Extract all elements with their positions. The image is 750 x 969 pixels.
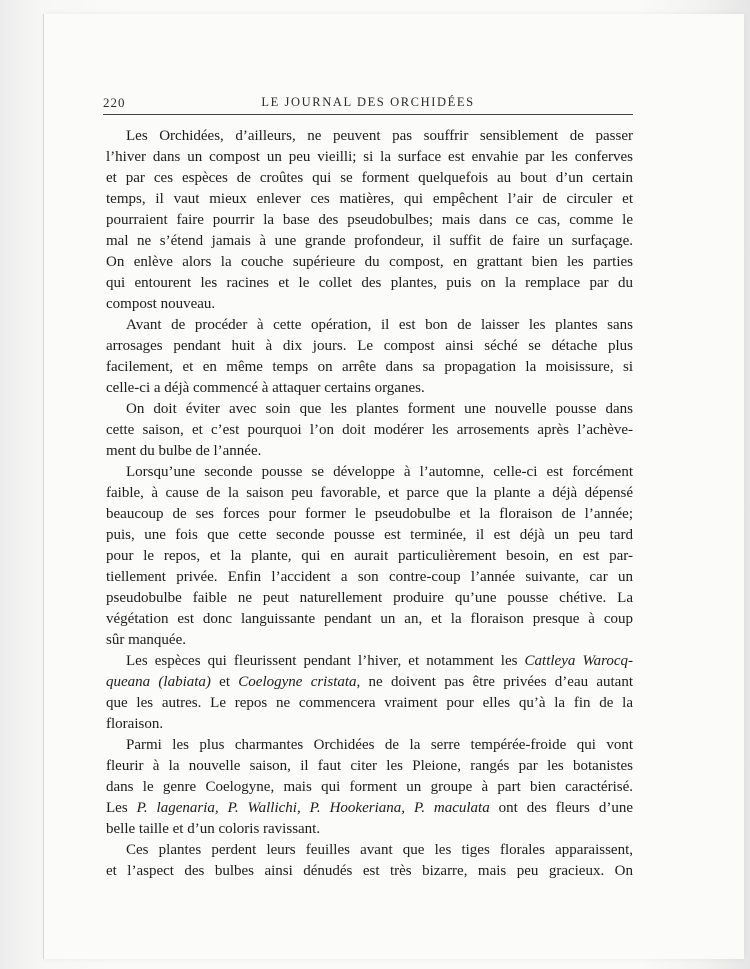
paragraph (106, 315, 633, 399)
text-run: Les Orchidées, d’ailleurs, ne peuvent pas souffrir sensiblement de passer (126, 128, 633, 144)
text-run: et par ces espèces de croûtes qui se forment quelquefois au bout d’un certain (106, 170, 633, 186)
text-line (106, 777, 633, 798)
text-run: mal ne s’étend jamais à une grande profondeur, il suffit de faire un surfaçage. (106, 233, 633, 249)
text-line (106, 840, 633, 861)
text-run: cette saison, et c’est pourquoi l’on doit modérer les arrosements après l’achève- (106, 422, 633, 438)
text-line (106, 462, 633, 483)
text-line (106, 336, 633, 357)
text-line (106, 693, 633, 714)
text-line (106, 567, 633, 588)
text-run: que les autres. Le repos ne commencera vraiment pour elles qu’à la fin de la (106, 695, 633, 711)
text-line (106, 525, 633, 546)
text-run: pseudobulbe faible ne peut naturellement produire qu’une pousse chétive. La (106, 590, 633, 606)
text-line (106, 294, 633, 315)
text-run: beaucoup de ses forces pour former le pseudobulbe et la floraison de l’année; (106, 506, 633, 522)
text-run: dans le genre Coelogyne, mais qui forment un groupe à part bien caractérisé. (106, 779, 633, 795)
text-line (106, 399, 633, 420)
paragraph (106, 651, 633, 735)
text-run: facilement, et en même temps on arrête dans sa propagation la moisissure, si (106, 359, 633, 375)
text-line (106, 126, 633, 147)
running-header (103, 88, 633, 114)
running-title: LE JOURNAL DES ORCHIDÉES (261, 95, 475, 109)
italic-text: Coelogyne cristata, (238, 674, 361, 690)
text-run: pour le repos, et la plante, qui en aurait particulièrement besoin, en est par- (106, 548, 633, 564)
text-run: On doit éviter avec soin que les plantes forment une nouvelle pousse dans (126, 401, 633, 417)
text-run: Les (106, 800, 137, 816)
text-line (106, 735, 633, 756)
paragraph (106, 399, 633, 462)
text-run: fleurir à la nouvelle saison, il faut citer les Pleione, rangés par les botanistes (106, 758, 633, 774)
text-run: qui entourent les racines et le collet des plantes, puis on la remplace par du (106, 275, 633, 291)
header-rule (103, 114, 633, 115)
text-line (106, 504, 633, 525)
text-line (106, 483, 633, 504)
text-line (106, 168, 633, 189)
text-line (106, 441, 633, 462)
text-line (106, 588, 633, 609)
text-line (106, 714, 633, 735)
text-run: Ces plantes perdent leurs feuilles avant que les tiges florales apparaissent, (126, 842, 633, 858)
text-line (106, 210, 633, 231)
text-run: floraison. (106, 716, 164, 732)
text-line (106, 378, 633, 399)
text-line (106, 819, 633, 840)
text-run: Avant de procéder à cette opération, il est bon de laisser les plantes sans (126, 317, 633, 333)
text-run: faible, à cause de la saison peu favorable, et parce que la plante a déjà dépensé (106, 485, 633, 501)
text-run: Les espèces qui fleurissent pendant l’hiver, et notamment les (126, 653, 525, 669)
text-run: arrosages pendant huit à dix jours. Le compost ainsi séché se détache plus (106, 338, 633, 354)
text-run: Parmi les plus charmantes Orchidées de la serre tempérée-froide qui vont (126, 737, 633, 753)
text-run: Lorsqu’une seconde pousse se développe à l’automne, celle-ci est forcément (126, 464, 633, 480)
text-run: ont des fleurs d’une (489, 800, 633, 816)
text-run: celle-ci a déjà commencé à attaquer certains organes. (106, 380, 425, 396)
text-run: On enlève alors la couche supérieure du compost, en grattant bien les parties (106, 254, 633, 270)
italic-text: queana (labiata) (106, 674, 211, 690)
italic-text: P. lagenaria, P. Wallichi, P. Hookeriana, P. maculata (136, 800, 490, 816)
paragraph (106, 126, 633, 315)
text-line (106, 651, 633, 672)
paragraph (106, 462, 633, 651)
text-run: tiellement privée. Enfin l’accident a son contre-coup l’année suivante, car un (106, 569, 633, 585)
text-run: l’hiver dans un compost un peu vieilli; si la surface est envahie par les conferves (106, 149, 633, 165)
text-run: et (210, 674, 239, 690)
text-line (106, 252, 633, 273)
text-run: pourraient faire pourrir la base des pseudobulbes; mais dans ce cas, comme le (106, 212, 633, 228)
text-line (106, 231, 633, 252)
text-run: et l’aspect des bulbes ainsi dénudés est très bizarre, mais peu gracieux. On (106, 863, 633, 879)
text-run: sûr manquée. (106, 632, 186, 648)
text-line (106, 546, 633, 567)
article-body (106, 126, 633, 882)
text-run: végétation est donc languissante pendant un an, et la floraison presque à coup (106, 611, 633, 627)
paragraph (106, 840, 633, 882)
text-line (106, 315, 633, 336)
text-line (106, 147, 633, 168)
page-number: 220 (103, 95, 126, 110)
text-run: compost nouveau. (106, 296, 216, 312)
text-line (106, 756, 633, 777)
text-line (106, 798, 633, 819)
italic-text: Cattleya Warocq- (524, 653, 634, 669)
text-run: ne doivent pas être privées d’eau autant (360, 674, 634, 690)
text-line (106, 630, 633, 651)
paragraph (106, 735, 633, 840)
text-line (106, 420, 633, 441)
text-run: temps, il vaut mieux enlever ces matières, qui empêchent l’air de circuler et (106, 191, 633, 207)
text-line (106, 189, 633, 210)
text-line (106, 609, 633, 630)
text-line (106, 357, 633, 378)
text-line (106, 273, 633, 294)
text-run: puis, une fois que cette seconde pousse est terminée, il est déjà un peu tard (106, 527, 633, 543)
text-line (106, 861, 633, 882)
text-run: ment du bulbe de l’année. (106, 443, 262, 459)
text-run: belle taille et d’un coloris ravissant. (106, 821, 321, 837)
text-line (106, 672, 633, 693)
